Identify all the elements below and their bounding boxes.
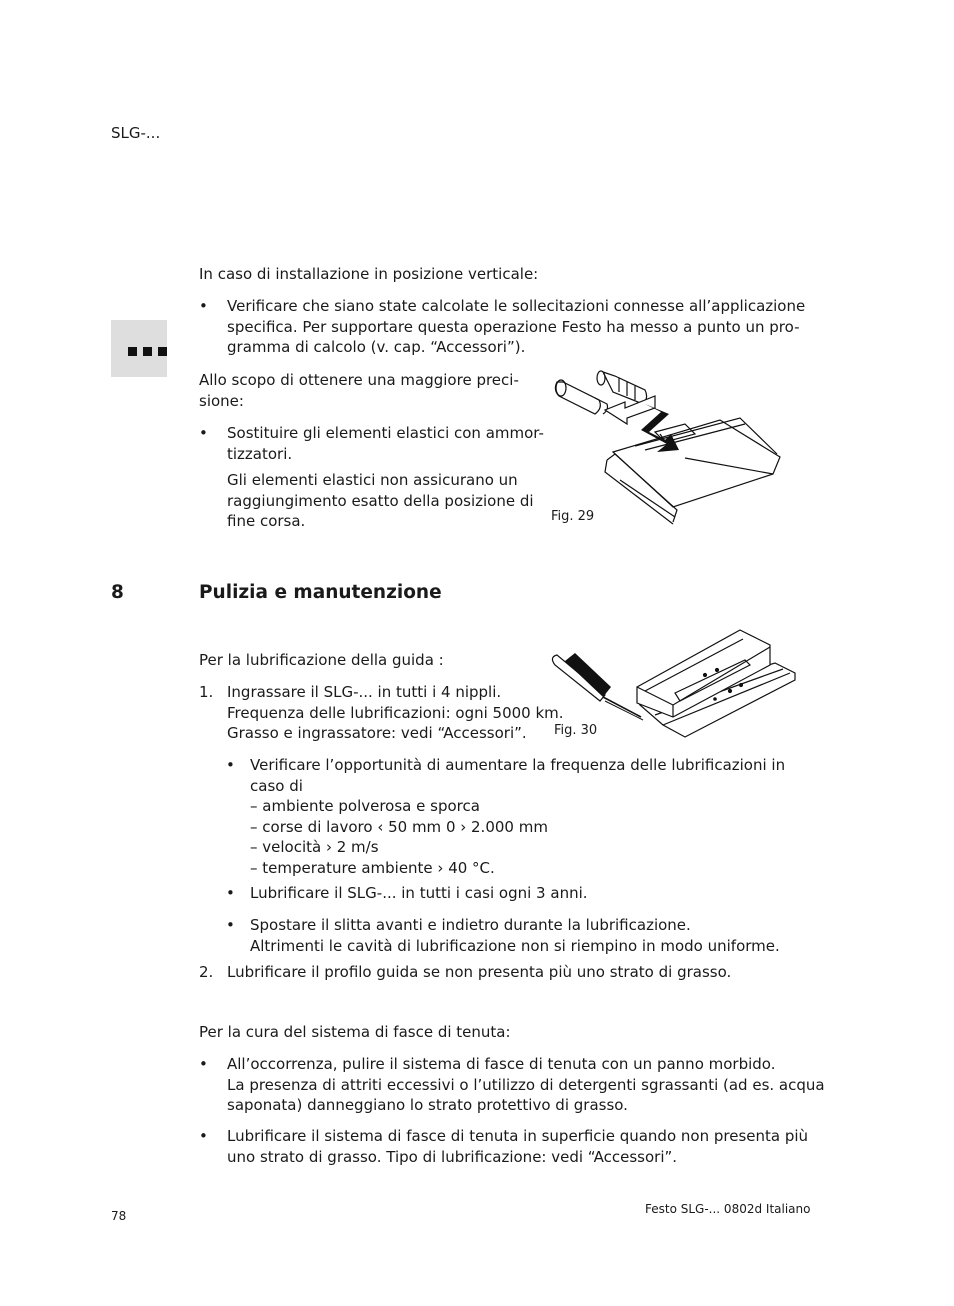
precision-intro: Allo scopo di ottenere una maggiore preci- sione: [199, 371, 519, 410]
sub-bullet-move-slide: Spostare il slitta avanti e indietro durante la lubrificazione. Altrimenti le cavità di lubrificazione non si riempino in modo uniforme. [250, 916, 780, 955]
sealing-intro: Per la cura del sistema di fasce di tenuta: [199, 1023, 511, 1041]
step1-number: 1. [199, 683, 214, 701]
bullet-icon: • [226, 916, 235, 934]
bullet-icon: • [199, 297, 208, 315]
section-number: 8 [111, 582, 124, 603]
bullet-icon: • [199, 1055, 208, 1073]
precision-note: Gli elementi elastici non assicurano un raggiungimento esatto della posizione di fine corsa. [227, 471, 534, 530]
footer-doc: Festo SLG-... 0802d Italiano [645, 1202, 811, 1216]
vertical-intro: In caso di installazione in posizione verticale: [199, 265, 539, 283]
bullet-icon: • [226, 884, 235, 902]
running-header: SLG-... [111, 124, 161, 142]
precision-bullet: Sostituire gli elementi elastici con ammor- tizzatori. [227, 424, 544, 463]
section-marker-icon [111, 320, 167, 377]
sealing-bullet-lubricate: Lubrificare il sistema di fasce di tenuta in superficie quando non presenta più uno strato di grasso. Tipo di lubrificazione: vedi “Accessori”. [227, 1127, 809, 1166]
section-title: Pulizia e manutenzione [199, 582, 442, 603]
shock-absorber-figure [545, 362, 790, 527]
lubrication-intro: Per la lubrificazione della guida : [199, 651, 444, 669]
sealing-bullet-clean: All’occorrenza, pulire il sistema di fasce di tenuta con un panno morbido. La presenza di attriti eccessivi o l’utilizzo di detergenti sgrassanti (ad es. acqua saponata) danneggiano lo strato protettivo di grasso. [227, 1055, 825, 1114]
sub-bullet-frequency: Verificare l’opportunità di aumentare la frequenza delle lubrificazioni in caso di – ambiente polverosa e sporca – corse di lavoro ‹ 50 mm 0 › 2.000 mm – velocità › 2 m/s – temperature ambiente › 40 °C. [250, 756, 786, 877]
step1-text: Ingrassare il SLG-... in tutti i 4 nippli. Frequenza delle lubrificazioni: ogni 5000 km. Grasso e ingrassatore: vedi “Accessori”. [227, 683, 564, 742]
step2-number: 2. [199, 963, 214, 981]
fig30-caption: Fig. 30 [554, 723, 598, 738]
fig29-caption: Fig. 29 [551, 509, 595, 524]
bullet-icon: • [199, 1127, 208, 1145]
vertical-bullet: Verificare che siano state calcolate le sollecitazioni connesse all’applicazione specifica. Per supportare questa operazione Festo ha messo a punto un pro- gramma di calcolo (v. cap. “Accessori”). [227, 297, 806, 356]
bullet-icon: • [226, 756, 235, 774]
step2-text: Lubrificare il profilo guida se non presenta più uno strato di grasso. [227, 963, 732, 981]
bullet-icon: • [199, 424, 208, 442]
sub-bullet-3-years: Lubrificare il SLG-... in tutti i casi ogni 3 anni. [250, 884, 588, 902]
page-number: 78 [111, 1209, 127, 1223]
